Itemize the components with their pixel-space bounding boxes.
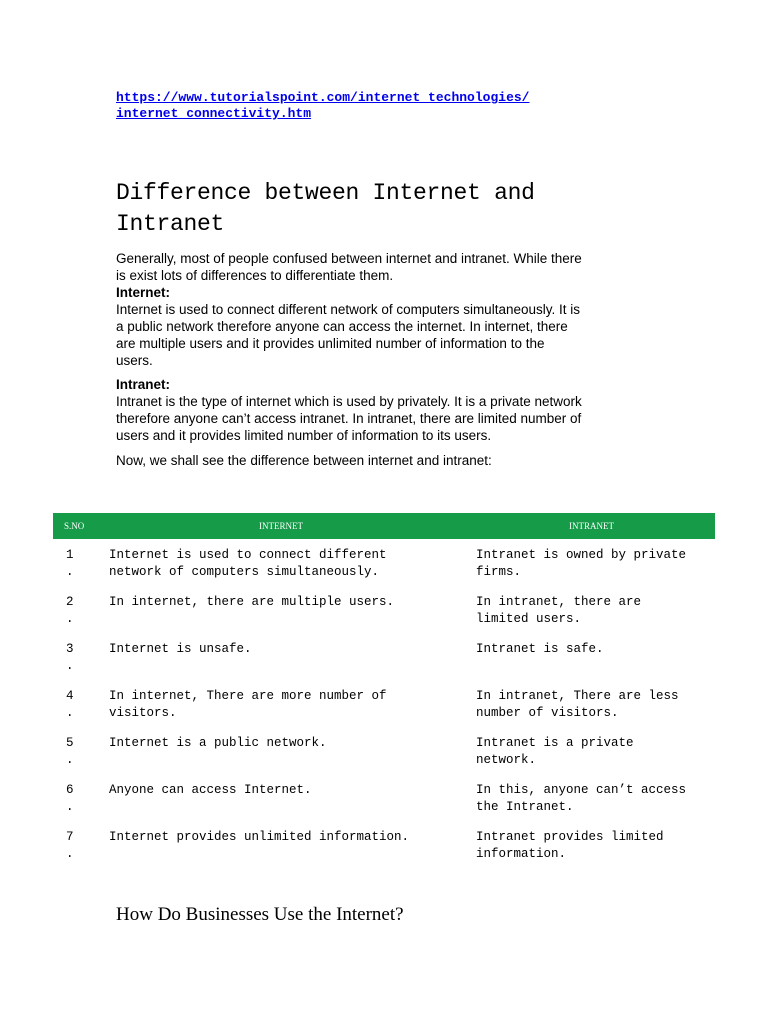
intranet-label: Intranet: — [116, 377, 170, 392]
internet-cell-line: Internet is unsafe. — [109, 642, 252, 656]
row-number-digit: 7 — [66, 830, 74, 844]
internet-cell-line: Internet provides unlimited information. — [109, 830, 410, 844]
table-row — [53, 735, 715, 782]
row-number-dot: . — [66, 706, 74, 720]
internet-cell — [109, 735, 429, 752]
row-number-dot: . — [66, 753, 74, 767]
row-number-dot: . — [66, 800, 74, 814]
intranet-cell — [476, 594, 716, 628]
table-row — [53, 782, 715, 829]
row-number-digit: 3 — [66, 642, 74, 656]
intranet-cell-line: In intranet, There are less — [476, 689, 679, 703]
table-row — [53, 547, 715, 594]
internet-cell — [109, 547, 429, 581]
row-number-digit: 6 — [66, 783, 74, 797]
row-number-dot: . — [66, 612, 74, 626]
table-header — [53, 513, 715, 539]
page-title-line-1: Difference between Internet and — [116, 180, 535, 206]
section-heading: How Do Businesses Use the Internet? — [116, 904, 404, 925]
intranet-cell — [476, 735, 716, 769]
row-number — [66, 782, 88, 816]
intranet-cell — [476, 688, 716, 722]
intranet-cell-line: firms. — [476, 565, 522, 579]
row-number — [66, 829, 88, 863]
intranet-cell-line: In this, anyone can’t access — [476, 783, 687, 797]
page-title — [116, 178, 636, 240]
intranet-cell-line: information. — [476, 847, 567, 861]
intranet-cell-line: Intranet is safe. — [476, 642, 604, 656]
row-number-digit: 2 — [66, 595, 74, 609]
internet-line-2: a public network therefore anyone can access the internet. In internet, there — [116, 319, 568, 334]
internet-line-1: Internet is used to connect different network of computers simultaneously. It is — [116, 302, 580, 317]
header-intranet: INTRANET — [569, 521, 614, 531]
row-number — [66, 735, 88, 769]
internet-cell-line: In internet, there are multiple users. — [109, 595, 395, 609]
table-row — [53, 594, 715, 641]
internet-cell — [109, 594, 429, 611]
comparison-table-body — [53, 547, 715, 876]
internet-cell — [109, 782, 429, 799]
row-number-digit: 4 — [66, 689, 74, 703]
internet-cell-line: Internet is used to connect different — [109, 548, 387, 562]
intranet-cell-line: the Intranet. — [476, 800, 574, 814]
row-number-dot: . — [66, 847, 74, 861]
intranet-cell-line: In intranet, there are — [476, 595, 642, 609]
row-number-dot: . — [66, 565, 74, 579]
source-link-line-1[interactable]: https://www.tutorialspoint.com/internet_technologies/ — [116, 90, 530, 105]
row-number — [66, 547, 88, 581]
intro-line-2: is exist lots of differences to differentiate them. — [116, 268, 394, 283]
source-link[interactable] — [116, 90, 636, 122]
intranet-cell-line: Intranet is a private — [476, 736, 634, 750]
internet-line-3: are multiple users and it provides unlimited number of information to the — [116, 336, 545, 351]
intranet-cell-line: number of visitors. — [476, 706, 619, 720]
internet-cell — [109, 688, 429, 722]
intranet-cell-line: Intranet is owned by private — [476, 548, 687, 562]
comparison-intro: Now, we shall see the difference between internet and intranet: — [116, 453, 492, 468]
intranet-cell-line: Intranet provides limited — [476, 830, 664, 844]
intranet-paragraph — [116, 376, 656, 444]
internet-label: Internet: — [116, 285, 170, 300]
row-number-digit: 1 — [66, 548, 74, 562]
internet-cell — [109, 829, 429, 846]
internet-cell-line: Internet is a public network. — [109, 736, 327, 750]
intro-line-1: Generally, most of people confused between internet and intranet. While there — [116, 251, 582, 266]
intranet-cell — [476, 782, 716, 816]
intranet-cell — [476, 641, 716, 658]
internet-line-4: users. — [116, 353, 153, 368]
header-internet: INTERNET — [259, 521, 303, 531]
source-link-line-2[interactable]: internet_connectivity.htm — [116, 106, 312, 121]
intranet-line-1: Intranet is the type of internet which is used by privately. It is a private network — [116, 394, 582, 409]
intranet-cell — [476, 547, 716, 581]
row-number — [66, 641, 88, 675]
intranet-cell — [476, 829, 716, 863]
table-row — [53, 641, 715, 688]
row-number-dot: . — [66, 659, 74, 673]
intranet-line-2: therefore anyone can’t access intranet. In intranet, there are limited number of — [116, 411, 582, 426]
intranet-cell-line: limited users. — [476, 612, 582, 626]
internet-cell-line: network of computers simultaneously. — [109, 565, 380, 579]
intranet-line-3: users and it provides limited number of information to its users. — [116, 428, 492, 443]
page-title-line-2: Intranet — [116, 211, 225, 237]
row-number — [66, 594, 88, 628]
internet-cell-line: visitors. — [109, 706, 177, 720]
internet-cell-line: In internet, There are more number of — [109, 689, 387, 703]
table-row — [53, 688, 715, 735]
intranet-cell-line: network. — [476, 753, 537, 767]
internet-cell-line: Anyone can access Internet. — [109, 783, 312, 797]
row-number-digit: 5 — [66, 736, 74, 750]
header-sno: S.NO — [64, 521, 85, 531]
table-row — [53, 829, 715, 876]
intro-paragraph — [116, 250, 656, 369]
internet-cell — [109, 641, 429, 658]
row-number — [66, 688, 88, 722]
